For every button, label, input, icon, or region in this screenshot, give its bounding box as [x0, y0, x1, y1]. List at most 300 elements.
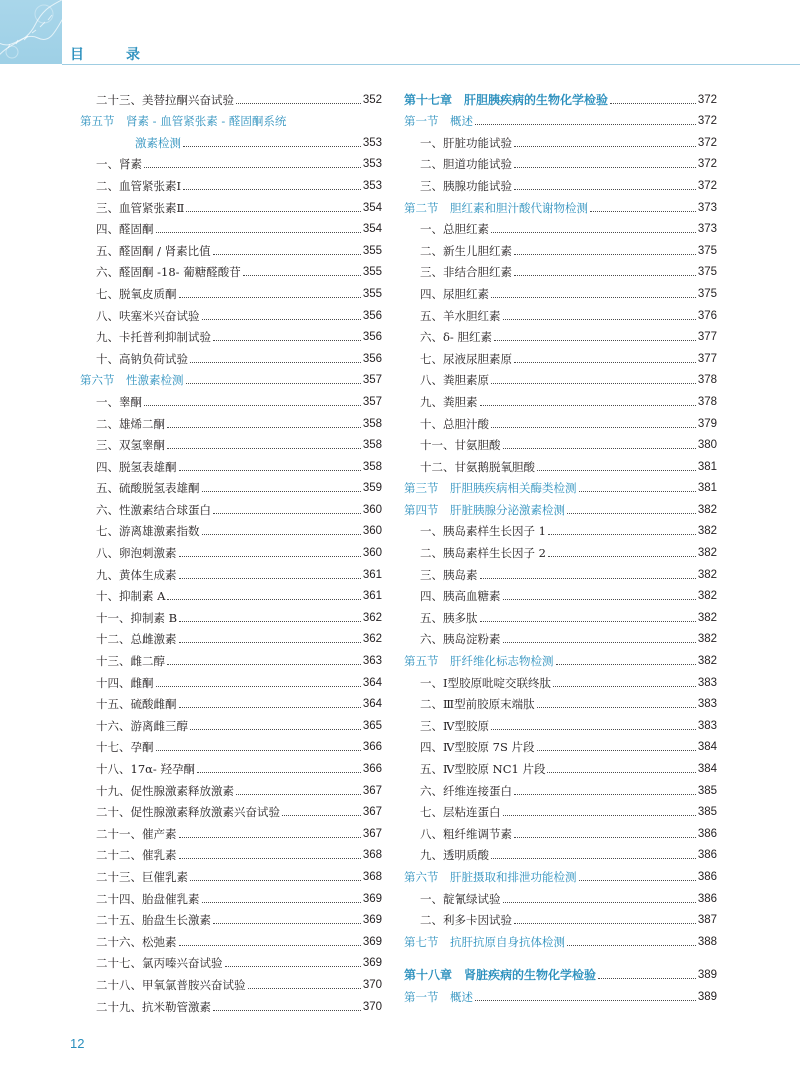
toc-page-number: 372 — [697, 93, 717, 106]
toc-entry-title: 二十四、胎盘催乳素 — [96, 891, 200, 906]
dot-leader — [480, 621, 696, 622]
toc-entry-title: 一、肾素 — [96, 157, 142, 172]
toc-page-number: 360 — [362, 525, 382, 538]
toc-page-number: 383 — [697, 698, 717, 711]
toc-page-number: 382 — [697, 655, 717, 668]
toc-item-entry[interactable] — [404, 128, 717, 150]
toc-entry-title: 三、血管紧张素Ⅱ — [96, 200, 185, 215]
toc-entry-title: 五、硫酸脱氢表雄酮 — [96, 481, 200, 496]
toc-entry-title: 第一节 概述 — [404, 989, 473, 1004]
toc-item-entry[interactable] — [404, 711, 717, 733]
toc-entry-title: 二、雄烯二酮 — [96, 416, 165, 431]
dot-leader — [186, 383, 361, 384]
toc-item-entry[interactable] — [80, 582, 382, 604]
toc-entry-title: 三、双氢睾酮 — [96, 438, 165, 453]
dot-leader — [537, 750, 696, 751]
toc-item-entry[interactable] — [80, 344, 382, 366]
toc-entry-title: 四、醛固酮 — [96, 222, 154, 237]
toc-page-number: 353 — [362, 158, 382, 171]
toc-item-entry[interactable] — [404, 236, 717, 258]
toc-item-entry[interactable] — [80, 150, 382, 172]
toc-item-entry[interactable] — [404, 452, 717, 474]
toc-item-entry[interactable] — [80, 927, 382, 949]
toc-entry-title: 一、总胆红素 — [420, 222, 489, 237]
dot-leader — [503, 815, 696, 816]
toc-item-entry[interactable] — [80, 862, 382, 884]
dot-leader — [202, 902, 361, 903]
dot-leader — [202, 319, 361, 320]
dot-leader — [514, 837, 696, 838]
toc-item-entry[interactable] — [404, 798, 717, 820]
toc-item-entry[interactable] — [80, 171, 382, 193]
toc-item-entry[interactable] — [404, 754, 717, 776]
page-title: 目 录 — [70, 47, 154, 63]
toc-page-number: 386 — [697, 870, 717, 883]
toc-item-entry[interactable] — [80, 733, 382, 755]
toc-item-entry[interactable] — [80, 431, 382, 453]
toc-item-entry[interactable] — [80, 560, 382, 582]
dot-leader — [590, 211, 696, 212]
toc-entry-title: 第五节 肾素 - 血管紧张素 - 醛固酮系统 — [80, 114, 287, 129]
toc-page-number: 366 — [362, 741, 382, 754]
toc-entry-title: 第六节 性激素检测 — [80, 373, 184, 388]
toc-item-entry[interactable] — [404, 560, 717, 582]
toc-item-entry[interactable] — [80, 236, 382, 258]
toc-page-number: 358 — [362, 460, 382, 473]
dot-leader — [480, 578, 696, 579]
toc-page-number: 386 — [697, 849, 717, 862]
dot-leader — [282, 815, 361, 816]
toc-page-number: 378 — [697, 395, 717, 408]
dna-helix-icon — [0, 0, 62, 64]
toc-entry-title: 二十一、催产素 — [96, 826, 177, 841]
dot-leader — [491, 427, 696, 428]
toc-item-entry[interactable] — [404, 258, 717, 280]
toc-page-number: 364 — [362, 698, 382, 711]
toc-entry-title: 十九、促性腺激素释放激素 — [96, 783, 234, 798]
toc-item-entry[interactable] — [404, 150, 717, 172]
toc-entry-title: 一、Ⅰ型胶原吡啶交联终肽 — [420, 675, 552, 690]
toc-item-entry[interactable] — [404, 517, 717, 539]
toc-entry-title: 六、胰岛淀粉素 — [420, 632, 501, 647]
toc-page-number: 385 — [697, 806, 717, 819]
toc-page-number: 359 — [362, 482, 382, 495]
toc-entry-title: 二十三、美替拉酮兴奋试验 — [96, 92, 234, 107]
dot-leader — [579, 491, 696, 492]
toc-page-number: 382 — [697, 611, 717, 624]
toc-entry-title: 二十五、胎盘生长激素 — [96, 913, 211, 928]
dot-leader — [514, 794, 696, 795]
dot-leader — [179, 297, 361, 298]
toc-entry-title: 第五节 肝纤维化标志物检测 — [404, 654, 554, 669]
toc-item-entry[interactable] — [404, 215, 717, 237]
toc-entry-title: 四、尿胆红素 — [420, 286, 489, 301]
toc-entry-title: 第二节 胆红素和胆汁酸代谢物检测 — [404, 200, 588, 215]
toc-page-number: 382 — [697, 503, 717, 516]
dot-leader — [213, 340, 361, 341]
toc-page-number: 375 — [697, 244, 717, 257]
dot-leader — [503, 642, 696, 643]
dot-leader — [156, 232, 361, 233]
toc-item-entry[interactable] — [404, 841, 717, 863]
toc-item-entry[interactable] — [80, 841, 382, 863]
toc-entry-title: 六、性激素结合球蛋白 — [96, 502, 211, 517]
toc-page-number: 370 — [362, 1000, 382, 1013]
header-rule — [62, 64, 800, 65]
dot-leader — [236, 103, 361, 104]
toc-item-entry[interactable] — [80, 906, 382, 928]
toc-item-entry[interactable] — [80, 819, 382, 841]
dot-leader — [179, 621, 361, 622]
toc-entry-title: 二、新生儿胆红素 — [420, 243, 512, 258]
toc-entry-title: 二、血管紧张素Ⅰ — [96, 178, 182, 193]
dot-leader — [179, 837, 361, 838]
dot-leader — [494, 340, 696, 341]
toc-page-number: 388 — [697, 935, 717, 948]
dot-leader — [167, 427, 361, 428]
toc-section-entry[interactable] — [404, 107, 717, 129]
toc-entry-title: 激素检测 — [135, 135, 181, 150]
toc-page-number: 378 — [697, 374, 717, 387]
toc-page-number: 369 — [362, 957, 382, 970]
toc-item-entry[interactable] — [404, 409, 717, 431]
toc-item-entry[interactable] — [404, 387, 717, 409]
toc-item-entry[interactable] — [404, 344, 717, 366]
toc-item-entry[interactable] — [404, 323, 717, 345]
toc-entry-title: 十二、甘氨鹅脱氧胆酸 — [420, 459, 535, 474]
toc-item-entry[interactable] — [80, 625, 382, 647]
toc-page-number: 365 — [362, 719, 382, 732]
toc-item-entry[interactable] — [404, 776, 717, 798]
dot-leader — [236, 794, 361, 795]
toc-item-entry[interactable] — [404, 279, 717, 301]
toc-entry-title: 七、层粘连蛋白 — [420, 805, 501, 820]
toc-item-entry[interactable] — [80, 754, 382, 776]
dot-leader — [179, 470, 361, 471]
toc-page-number: 368 — [362, 870, 382, 883]
toc-entry-title: 第一节 概述 — [404, 114, 473, 129]
dot-leader — [514, 167, 696, 168]
toc-entry-title: 一、肝脏功能试验 — [420, 135, 512, 150]
toc-item-entry[interactable] — [80, 495, 382, 517]
dot-leader — [480, 405, 696, 406]
toc-entry-title: 二十二、催乳素 — [96, 848, 177, 863]
toc-entry-title: 第四节 肝脏胰腺分泌激素检测 — [404, 502, 565, 517]
toc-page-number: 386 — [697, 892, 717, 905]
toc-entry-title: 三、胰腺功能试验 — [420, 178, 512, 193]
toc-item-entry[interactable] — [404, 538, 717, 560]
toc-item-entry[interactable] — [80, 452, 382, 474]
toc-item-entry[interactable] — [80, 949, 382, 971]
toc-page-number: 356 — [362, 331, 382, 344]
toc-entry-title: 二十九、抗米勒管激素 — [96, 999, 211, 1014]
dot-leader — [514, 146, 696, 147]
dot-leader — [567, 513, 696, 514]
toc-entry-title: 九、透明质酸 — [420, 848, 489, 863]
dot-leader — [197, 772, 361, 773]
toc-section-entry[interactable] — [404, 982, 717, 1004]
toc-entry-title: 五、Ⅳ型胶原 NC1 片段 — [420, 762, 546, 776]
dot-leader — [248, 988, 361, 989]
toc-entry-title: 八、呋塞米兴奋试验 — [96, 308, 200, 323]
toc-page-number: 368 — [362, 849, 382, 862]
toc-page-number: 381 — [697, 460, 717, 473]
toc-entry-title: 九、卡托普利抑制试验 — [96, 330, 211, 345]
toc-entry-title: 八、卵泡刺激素 — [96, 546, 177, 561]
toc-item-entry[interactable] — [80, 992, 382, 1014]
toc-section-entry[interactable] — [404, 646, 717, 668]
dot-leader — [610, 103, 696, 104]
toc-entry-title: 一、睾酮 — [96, 394, 142, 409]
toc-item-entry[interactable] — [80, 690, 382, 712]
toc-entry-title: 二、胰岛素样生长因子 2 — [420, 546, 546, 561]
toc-item-entry[interactable] — [80, 85, 382, 107]
toc-page-number: 385 — [697, 784, 717, 797]
toc-item-entry[interactable] — [80, 279, 382, 301]
toc-section-entry[interactable] — [404, 474, 717, 496]
toc-page-number: 367 — [362, 784, 382, 797]
toc-item-entry[interactable] — [404, 431, 717, 453]
toc-entry-title: 二十、促性腺激素释放激素兴奋试验 — [96, 805, 280, 820]
toc-entry-title: 六、δ- 胆红素 — [420, 330, 492, 345]
toc-item-entry[interactable] — [80, 517, 382, 539]
toc-page-number: 387 — [697, 914, 717, 927]
toc-item-entry[interactable] — [80, 798, 382, 820]
toc-page-number: 369 — [362, 935, 382, 948]
dot-leader — [167, 448, 361, 449]
toc-entry-title: 第六节 肝脏摄取和排泄功能检测 — [404, 869, 577, 884]
toc-item-entry[interactable] — [404, 582, 717, 604]
toc-page-number: 360 — [362, 503, 382, 516]
toc-entry-title: 九、粪胆素 — [420, 394, 478, 409]
toc-page-number: 372 — [697, 115, 717, 128]
toc-page-number: 355 — [362, 244, 382, 257]
dot-leader — [475, 1000, 696, 1001]
toc-page-number: 377 — [697, 331, 717, 344]
toc-page-number: 373 — [697, 201, 717, 214]
dot-leader — [183, 189, 361, 190]
corner-decoration — [0, 0, 62, 64]
toc-page-number: 364 — [362, 676, 382, 689]
dot-leader — [548, 534, 696, 535]
toc-item-entry[interactable] — [80, 776, 382, 798]
toc-entry-title: 二十八、甲氧氯普胺兴奋试验 — [96, 977, 246, 992]
toc-entry-title: 五、醛固酮 / 肾素比值 — [96, 243, 211, 258]
toc-page-number: 369 — [362, 892, 382, 905]
toc-entry-title: 二十七、氯丙嗪兴奋试验 — [96, 956, 223, 971]
toc-entry-title: 第十八章 肾脏疾病的生物化学检验 — [404, 968, 597, 983]
toc-page-number: 367 — [362, 827, 382, 840]
dot-leader — [179, 945, 361, 946]
toc-page-number: 361 — [362, 590, 382, 603]
dot-leader — [179, 642, 361, 643]
toc-page-number: 382 — [697, 568, 717, 581]
dot-leader — [190, 362, 361, 363]
dot-leader — [213, 923, 361, 924]
toc-section-entry[interactable] — [404, 193, 717, 215]
toc-page-number: 375 — [697, 287, 717, 300]
toc-item-entry[interactable] — [80, 711, 382, 733]
dot-leader — [537, 470, 696, 471]
toc-item-entry[interactable] — [80, 474, 382, 496]
toc-page-number: 384 — [697, 763, 717, 775]
toc-page-number: 355 — [362, 287, 382, 300]
toc-page-number: 357 — [362, 395, 382, 408]
dot-leader — [556, 664, 696, 665]
toc-section-entry[interactable] — [404, 495, 717, 517]
dot-leader — [567, 945, 696, 946]
toc-entry-title: 十一、抑制素 B — [96, 610, 178, 625]
toc-item-entry[interactable] — [80, 215, 382, 237]
toc-item-entry[interactable] — [80, 538, 382, 560]
dot-leader — [537, 707, 696, 708]
toc-item-entry[interactable] — [80, 646, 382, 668]
toc-item-entry[interactable] — [80, 668, 382, 690]
dot-leader — [179, 556, 361, 557]
toc-entry-title: 十八、17α- 羟孕酮 — [96, 762, 195, 776]
toc-entry-title: 九、黄体生成素 — [96, 567, 177, 582]
dot-leader — [491, 858, 696, 859]
toc-item-entry[interactable] — [404, 603, 717, 625]
toc-entry-title: 十三、雌二醇 — [96, 654, 165, 669]
toc-item-entry[interactable] — [80, 409, 382, 431]
toc-page-number: 382 — [697, 547, 717, 560]
toc-page-number: 375 — [697, 266, 717, 279]
toc-entry-title: 十七、孕酮 — [96, 740, 154, 755]
dot-leader — [213, 1010, 361, 1011]
toc-page-number: 356 — [362, 309, 382, 322]
toc-item-entry[interactable] — [404, 668, 717, 690]
dot-leader — [475, 124, 696, 125]
dot-leader — [514, 275, 696, 276]
dot-leader — [202, 491, 361, 492]
toc-item-entry[interactable] — [80, 884, 382, 906]
toc-left-column — [80, 85, 382, 1014]
toc-page-number: 384 — [697, 741, 717, 754]
toc-item-entry[interactable] — [80, 603, 382, 625]
toc-entry-title: 七、脱氧皮质酮 — [96, 286, 177, 301]
toc-entry-title: 十二、总雌激素 — [96, 632, 177, 647]
dot-leader — [186, 211, 360, 212]
toc-item-entry[interactable] — [404, 819, 717, 841]
toc-page-number: 377 — [697, 352, 717, 365]
toc-entry-title: 二、Ⅲ型前胶原末端肽 — [420, 697, 535, 712]
toc-item-entry[interactable] — [404, 733, 717, 755]
toc-page-number: 353 — [362, 136, 382, 149]
toc-page-number: 389 — [697, 969, 717, 982]
toc-item-entry[interactable] — [80, 301, 382, 323]
toc-chapter-entry[interactable] — [404, 961, 717, 983]
toc-entry-title: 三、非结合胆红素 — [420, 265, 512, 280]
toc-page-number: 373 — [697, 223, 717, 236]
toc-section-entry[interactable] — [80, 107, 382, 129]
toc-page-number: 382 — [697, 525, 717, 538]
dot-leader — [514, 189, 696, 190]
toc-entry-title: 十四、雌酮 — [96, 675, 154, 690]
toc-entry-title: 三、胰岛素 — [420, 567, 478, 582]
dot-leader — [213, 513, 361, 514]
dot-leader — [491, 232, 696, 233]
dot-leader — [548, 556, 696, 557]
toc-entry-title: 六、醛固酮 -18- 葡糖醛酸苷 — [96, 265, 241, 280]
dot-leader — [598, 978, 696, 979]
toc-page-number: 376 — [697, 309, 717, 322]
toc-item-entry[interactable] — [404, 690, 717, 712]
toc-page-number: 361 — [362, 568, 382, 581]
toc-section-entry[interactable] — [80, 366, 382, 388]
dot-leader — [167, 599, 360, 600]
dot-leader — [491, 729, 696, 730]
dot-leader — [547, 772, 695, 773]
dot-leader — [491, 297, 696, 298]
dot-leader — [179, 707, 361, 708]
toc-page-number: 372 — [697, 136, 717, 149]
toc-section-entry[interactable] — [80, 128, 382, 150]
toc-item-entry[interactable] — [80, 258, 382, 280]
dot-leader — [202, 534, 361, 535]
dot-leader — [514, 362, 696, 363]
toc-page-number: 382 — [697, 590, 717, 603]
toc-entry-title: 七、游离雄激素指数 — [96, 524, 200, 539]
toc-right-column — [404, 85, 717, 1004]
toc-entry-title: 十六、游离雌三醇 — [96, 718, 188, 733]
dot-leader — [514, 254, 696, 255]
dot-leader — [156, 750, 361, 751]
dot-leader — [503, 902, 696, 903]
toc-page-number: 369 — [362, 914, 382, 927]
dot-leader — [503, 319, 696, 320]
dot-leader — [179, 578, 361, 579]
toc-entry-title: 第三节 肝胆胰疾病相关酶类检测 — [404, 481, 577, 496]
toc-section-entry[interactable] — [404, 862, 717, 884]
toc-page-number: 356 — [362, 352, 382, 365]
toc-entry-title: 三、Ⅳ型胶原 — [420, 718, 489, 733]
dot-leader — [514, 923, 696, 924]
toc-item-entry[interactable] — [80, 193, 382, 215]
toc-item-entry[interactable] — [404, 625, 717, 647]
toc-item-entry[interactable] — [80, 323, 382, 345]
toc-chapter-entry[interactable] — [404, 85, 717, 107]
toc-entry-title: 十五、硫酸雌酮 — [96, 697, 177, 712]
toc-page-number: 386 — [697, 827, 717, 840]
dot-leader — [579, 880, 696, 881]
toc-page-number: 362 — [362, 611, 382, 624]
toc-item-entry[interactable] — [404, 366, 717, 388]
toc-section-entry[interactable] — [404, 927, 717, 949]
toc-item-entry[interactable] — [404, 884, 717, 906]
toc-entry-title: 十一、甘氨胆酸 — [420, 438, 501, 453]
toc-item-entry[interactable] — [80, 387, 382, 409]
toc-entry-title: 六、纤维连接蛋白 — [420, 783, 512, 798]
dot-leader — [225, 966, 361, 967]
toc-item-entry[interactable] — [404, 301, 717, 323]
toc-page-number: 382 — [697, 633, 717, 646]
toc-item-entry[interactable] — [404, 906, 717, 928]
toc-page-number: 380 — [697, 439, 717, 452]
dot-leader — [213, 254, 361, 255]
toc-page-number: 362 — [362, 633, 382, 646]
toc-item-entry[interactable] — [80, 970, 382, 992]
toc-page-number: 360 — [362, 547, 382, 560]
toc-page-number: 354 — [362, 223, 382, 236]
toc-entry-title: 四、脱氢表雄酮 — [96, 459, 177, 474]
toc-entry-title: 五、羊水胆红素 — [420, 308, 501, 323]
toc-item-entry[interactable] — [404, 171, 717, 193]
toc-entry-title: 四、胰高血糖素 — [420, 589, 501, 604]
toc-entry-title: 二、利多卡因试验 — [420, 913, 512, 928]
toc-page-number: 383 — [697, 719, 717, 732]
toc-page-number: 357 — [362, 374, 382, 387]
